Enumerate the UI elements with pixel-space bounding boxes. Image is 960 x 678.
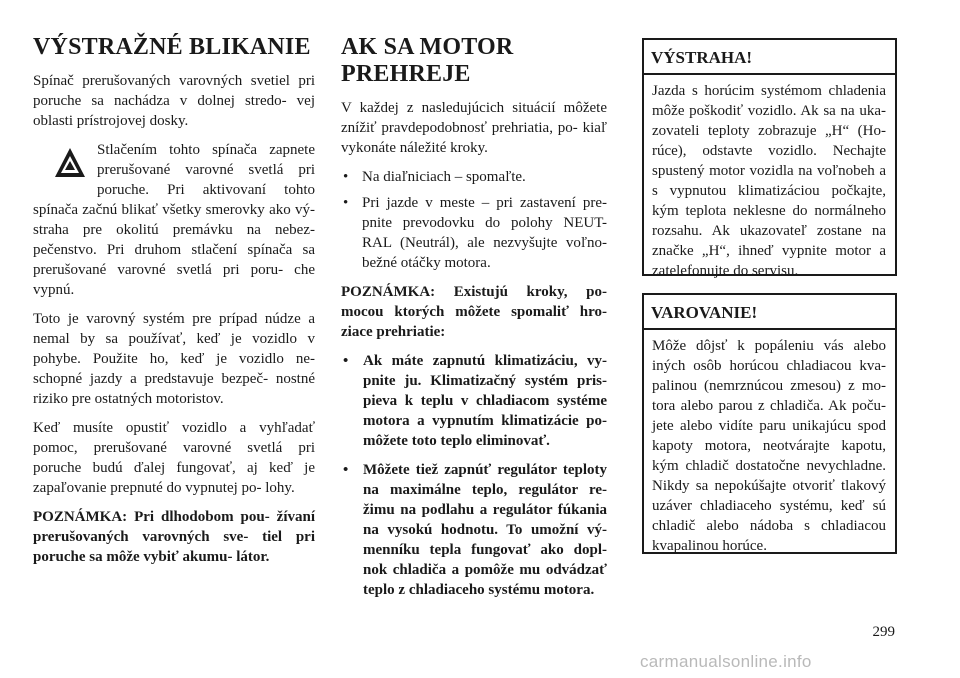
section-title-hazard: VÝSTRAŽNÉ BLIKANIE xyxy=(33,34,311,60)
watermark: carmanualsonline.info xyxy=(640,652,812,671)
caution-box-body: Môže dôjsť k popáleniu vás alebo iných osôb horúcou chladiacou kva- palinou (nemrznúcou zmesou) z mo- tora alebo parou z chladiča. Ak poču- jete alebo vidíte paru unikajúcu spod kapoty motora, neotvárajte kapotu, kým chladič dostatočne nevychladne. Nikdy sa nepokúšajte otvoriť tlakový uzáver chladiaceho systému, keď sú chladič alebo nádoba s chladiacou kvapalinou horúce. xyxy=(652,338,886,554)
paragraph: V každej z nasledujúcich situácií môžete znížiť pravdepodobnosť prehriatia, po- kiaľ vykonáte náležité kroky. xyxy=(341,100,607,156)
bullet-list xyxy=(341,167,607,273)
warning-box xyxy=(642,38,897,279)
warning-box-title: VÝSTRAHA! xyxy=(644,40,895,75)
column-hazard-flashers xyxy=(33,34,315,576)
note-paragraph: POZNÁMKA: Existujú kroky, po- mocou ktorých môžete spomaliť hro- ziace prehriatie: xyxy=(341,284,607,340)
bold-bullet-list xyxy=(341,351,607,600)
list-item: • Ak máte zapnutú klimatizáciu, vy- pnite ju. Klimatizačný systém pris- pieva k teplu v chladiacom systéme motora a vypnutím klimatizácie po- môžete toto teplo eliminovať. xyxy=(343,353,607,449)
paragraph: Keď musíte opustiť vozidlo a vyhľadať pomoc, prerušované varovné svetlá pri poruche budú ďalej fungovať, aj keď je zapaľovanie prepnuté do vypnutej po- lohy. xyxy=(33,420,315,496)
paragraph: Spínač prerušovaných varovných svetiel pri poruche sa nachádza v dolnej stredo- vej oblasti prístrojovej dosky. xyxy=(33,73,315,129)
note-paragraph: POZNÁMKA: Pri dlhodobom pou- žívaní prerušovaných varovných sve- tiel pri poruche sa môže vybiť akumu- látor. xyxy=(33,509,315,565)
warning-box-body: Jazda s horúcim systémom chladenia môže poškodiť vozidlo. Ak sa na uka- zovateli teploty zobrazuje „H“ (Ho- rúce), odstavte vozidlo. Nechajte spustený motor vozidla na voľnobeh a s vypnutou klimatizáciou počkajte, kým teplota neklesne do normálneho rozsahu. Ak ukazovateľ zostane na značke „H“, ihneď vypnite motor a zatelefonujte do servisu. xyxy=(652,83,886,279)
caution-box-title: VAROVANIE! xyxy=(644,295,895,330)
list-item: • Pri jazde v meste – pri zastavení pre- pnite prevodovku do polohy NEUT- RAL (Neutrál), ale nezvyšujte voľno- bežné otáčky motora. xyxy=(343,195,607,271)
column-engine-overheat xyxy=(341,34,607,609)
warning-paragraph xyxy=(33,140,315,300)
caution-box xyxy=(642,293,897,554)
section-title-overheat: AK SA MOTOR PREHREJE xyxy=(341,34,514,87)
page-number: 299 xyxy=(872,624,895,640)
warning-triangle-icon xyxy=(53,146,87,180)
list-item: • Na diaľniciach – spomaľte. xyxy=(343,169,526,185)
list-item: • Môžete tiež zapnúť regulátor teploty na maximálne teplo, regulátor re- žimu na podlahu a regulátor fúkania na vysokú hodnotu. To umožní vý- menníku tepla fungovať ako dopl- nok chladiča a pomôže mu odvádzať teplo z chladiaceho systému motora. xyxy=(343,462,607,598)
warning-paragraph-text: Stlačením tohto spínača zapnete prerušované varovné svetlá pri poruche. Pri aktivovaní tohto spínača začnú blikať všetky smerovky ako vý- straha pre okolitú premávku na nebez- pečenstvo. Pri druhom stlačení spínača sa prerušované varovné svetlá pri poru- che vypnú. xyxy=(33,142,315,298)
paragraph: Toto je varovný systém pre prípad núdze a nemal by sa používať, keď je vozidlo v pohybe. Použite ho, keď je vozidlo ne- schopné jazdy a predstavuje bezpeč- nostné riziko pre ostatných motoristov. xyxy=(33,311,315,407)
